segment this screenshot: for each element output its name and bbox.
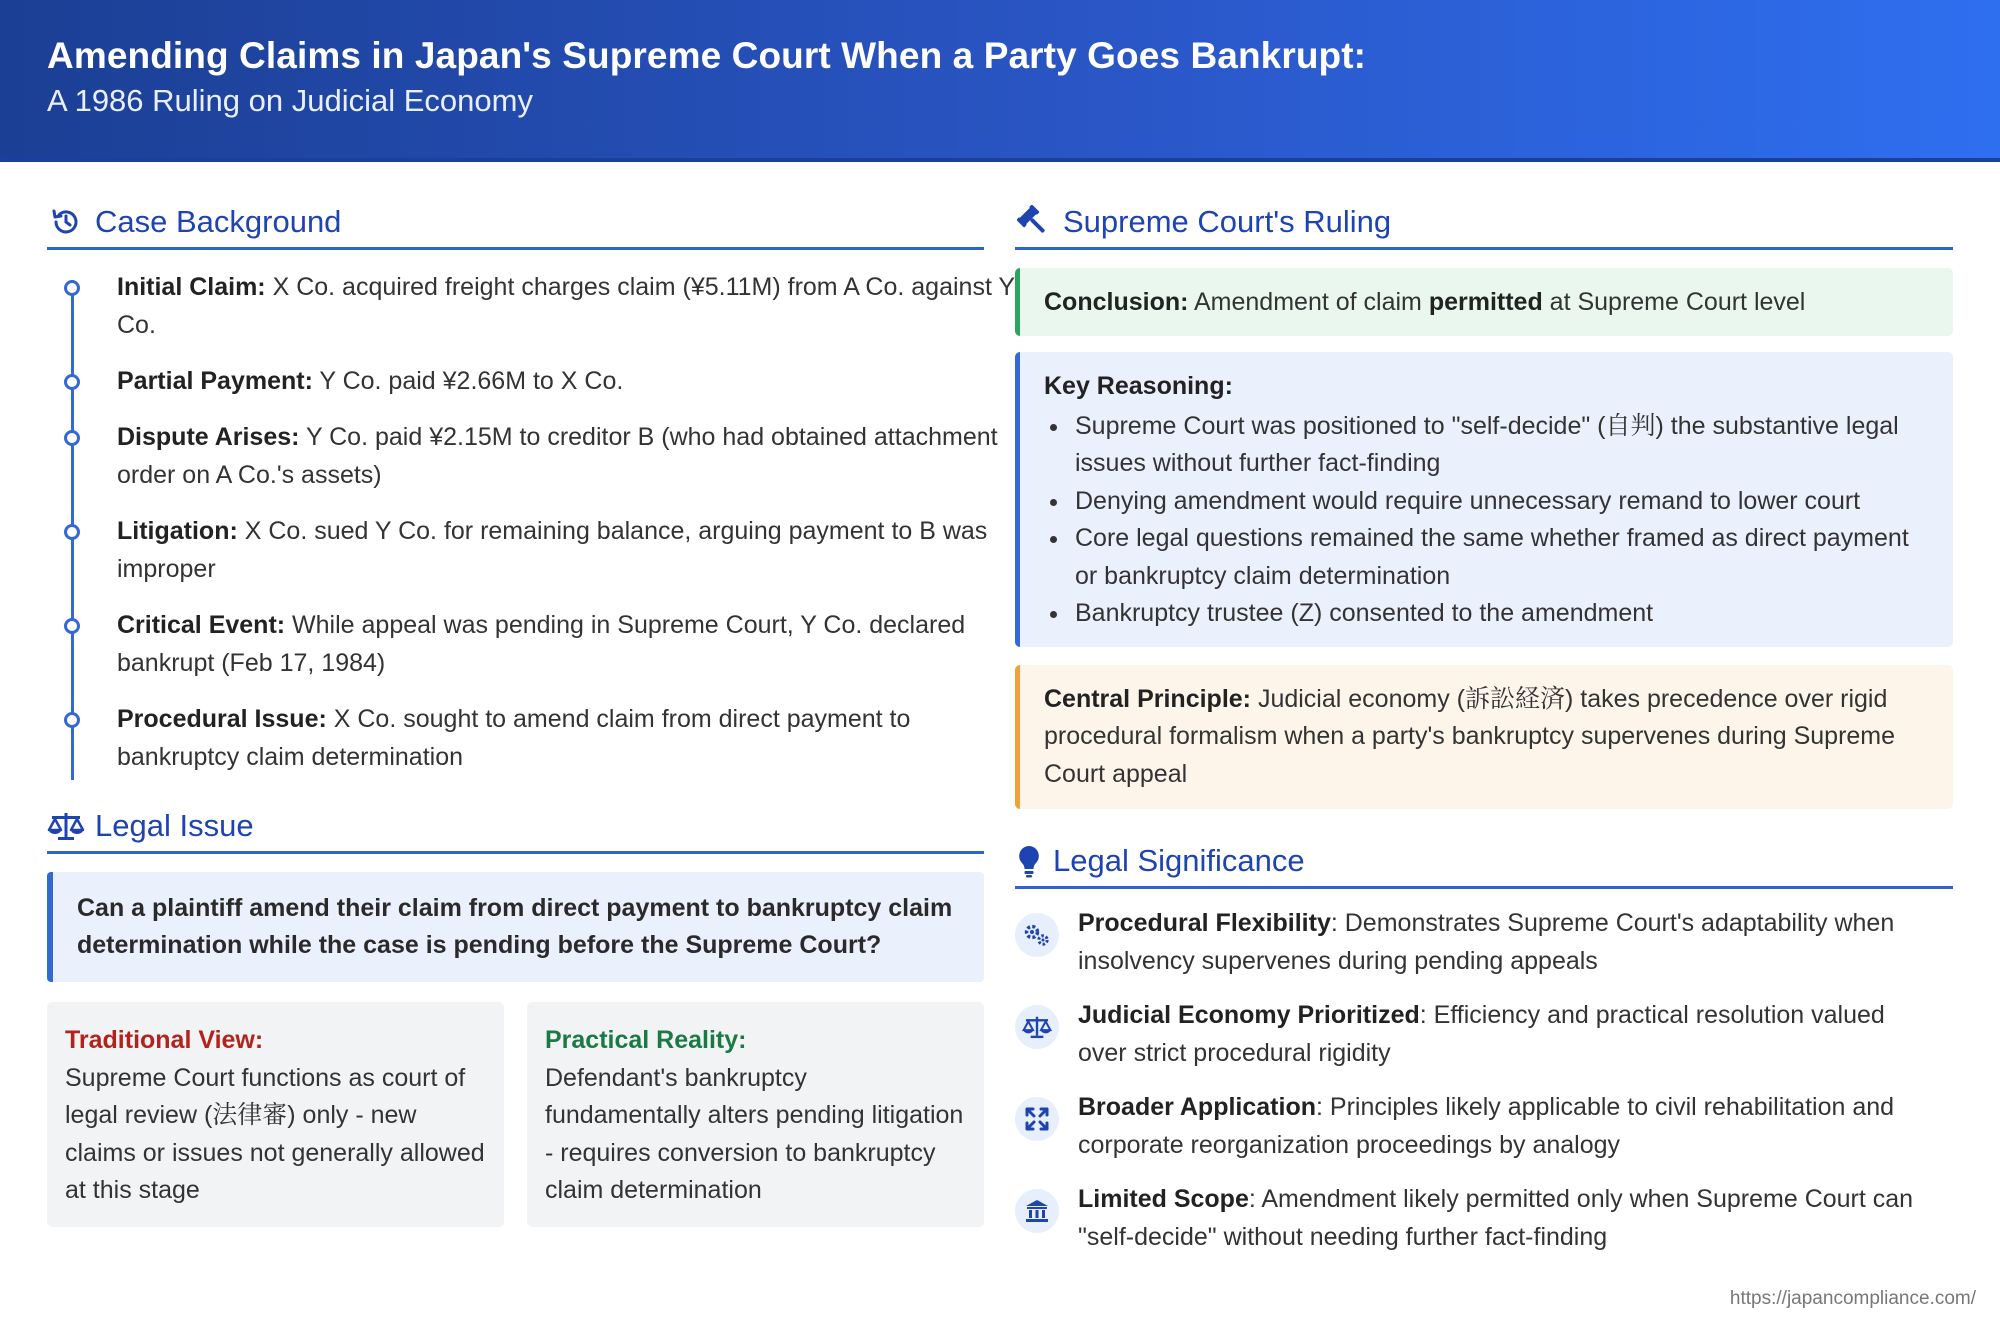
timeline-text: X Co. sought to amend claim from direct payment to bankruptcy claim determination [117,705,911,771]
significance-text [1078,905,1938,980]
conclusion-text-end: at Supreme Court level [1542,288,1806,316]
legal-significance-heading [1015,835,1953,889]
conclusion-box [1015,268,1953,336]
significance-list [1015,905,1953,1256]
timeline-dot [64,430,80,446]
timeline-text: X Co. sued Y Co. for remaining balance, arguing payment to B was improper [117,517,988,583]
timeline-dot [64,618,80,634]
central-principle-text: Judicial economy (訴訟経済) takes precedence over rigid procedural formalism when a party's bankruptcy supervenes during Supreme Court appeal [1044,684,1896,788]
timeline-dot [64,280,80,296]
page-subtitle: A 1986 Ruling on Judicial Economy [47,83,533,118]
timeline-label: Procedural Issue: [117,705,327,733]
timeline-item [117,418,1017,494]
significance-item [1015,1181,1953,1256]
timeline-label: Initial Claim: [117,273,266,301]
page-header [0,0,2000,162]
conclusion-label: Conclusion: [1044,288,1189,316]
timeline-dot [64,374,80,390]
timeline-text: X Co. acquired freight charges claim (¥5.11M) from A Co. against Y Co. [117,273,1015,339]
lightbulb-icon [1015,844,1043,878]
scale-icon [1015,1005,1059,1049]
timeline-item [117,606,1017,682]
scale-icon [47,809,85,843]
timeline-label: Dispute Arises: [117,423,300,451]
key-reasoning-box [1015,352,1953,647]
reasoning-item: Bankruptcy trustee (Z) consented to the amendment [1044,595,1929,633]
expand-arrows-icon [1015,1097,1059,1141]
timeline-dot [64,524,80,540]
traditional-view-card [47,1002,504,1227]
reasoning-item: Supreme Court was positioned to "self-decide" (自判) the substantive legal issues without further fact-finding [1044,408,1929,483]
section-title: Case Background [95,203,342,239]
significance-label: Procedural Flexibility [1078,909,1331,937]
significance-desc: : Amendment likely permitted only when Supreme Court can "self-decide" without needing further fact-finding [1078,1185,1914,1251]
timeline-label: Critical Event: [117,611,286,639]
timeline-text: While appeal was pending in Supreme Court, Y Co. declared bankrupt (Feb 17, 1984) [117,611,966,677]
significance-desc: : Principles likely applicable to civil rehabilitation and corporate reorganization proceedings by analogy [1078,1093,1895,1159]
gears-icon [1015,913,1059,957]
timeline-label: Partial Payment: [117,367,313,395]
legal-issue-heading [47,800,984,854]
traditional-view-title: Traditional View: [65,1026,264,1054]
timeline-text: Y Co. paid ¥2.15M to creditor B (who had obtained attachment order on A Co.'s assets) [117,423,998,489]
central-principle-box [1015,665,1953,810]
gavel-icon [1015,205,1053,239]
section-title: Supreme Court's Ruling [1063,203,1392,239]
central-principle-label: Central Principle: [1044,684,1251,713]
timeline-text: Y Co. paid ¥2.66M to X Co. [312,367,624,395]
timeline-dot [64,712,80,728]
case-timeline [47,268,1015,776]
source-url: https://japancompliance.com/ [1729,1288,1976,1309]
timeline-item [117,700,1017,776]
right-column [1015,196,1953,1273]
reasoning-list [1044,408,1929,633]
legal-question: Can a plaintiff amend their claim from direct payment to bankruptcy claim determination while the case is pending before the Supreme Court? [47,872,984,982]
timeline-item [117,362,1017,400]
case-background-heading [47,196,984,250]
ruling-heading [1015,196,1953,250]
significance-text [1078,1089,1938,1164]
significance-desc: : Demonstrates Supreme Court's adaptability when insolvency supervenes during pending appeals [1078,909,1895,975]
section-title: Legal Significance [1053,842,1305,878]
key-reasoning-label: Key Reasoning: [1044,372,1233,400]
conclusion-text: Amendment of claim [1188,288,1429,316]
significance-item [1015,1089,1953,1164]
page-title: Amending Claims in Japan's Supreme Court When a Party Goes Bankrupt: [47,35,1367,76]
history-icon [47,205,85,239]
practical-reality-text: Defendant's bankruptcy fundamentally alters pending litigation - requires conversion to bankruptcy claim determination [545,1063,964,1204]
timeline-label: Litigation: [117,517,238,545]
conclusion-emphasis: permitted [1428,288,1543,316]
significance-label: Broader Application [1078,1093,1316,1121]
significance-label: Limited Scope [1078,1185,1249,1213]
practical-reality-title: Practical Reality: [545,1026,747,1054]
significance-desc: : Efficiency and practical resolution valued over strict procedural rigidity [1078,1001,1885,1067]
reasoning-item: Core legal questions remained the same whether framed as direct payment or bankruptcy claim determination [1044,520,1929,595]
traditional-view-text: Supreme Court functions as court of legal review (法律審) only - new claims or issues not generally allowed at this stage [65,1063,485,1204]
timeline-item [117,512,1017,588]
practical-reality-card [527,1002,984,1227]
views-comparison [47,1002,984,1227]
significance-item [1015,997,1953,1072]
significance-label: Judicial Economy Prioritized [1078,1001,1420,1029]
left-column [47,196,1015,1227]
courthouse-icon [1015,1189,1059,1233]
section-title: Legal Issue [95,807,254,843]
reasoning-item: Denying amendment would require unnecessary remand to lower court [1044,483,1929,521]
timeline-item [117,268,1017,344]
significance-item [1015,905,1953,980]
significance-text [1078,997,1938,1072]
significance-text [1078,1181,1938,1256]
